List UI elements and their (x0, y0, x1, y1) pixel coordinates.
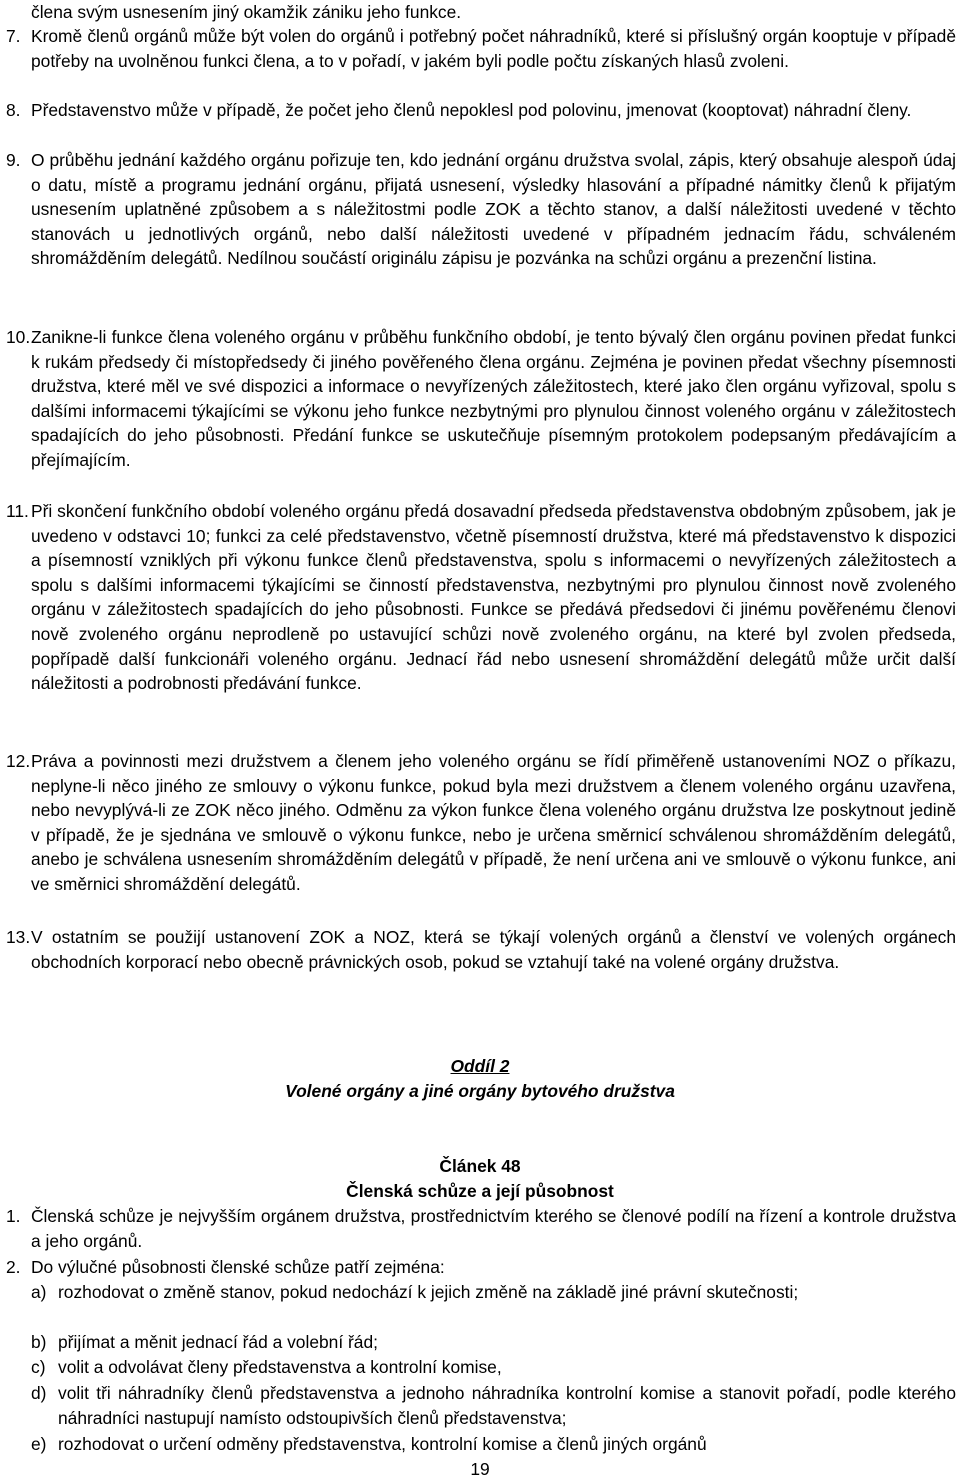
item-text: Do výlučné působnosti členské schůze patří zejména: (31, 1257, 445, 1277)
paragraph-9 (0, 148, 960, 271)
paragraph-text: Zanikne-li funkce člena voleného orgánu v průběhu funkčního období, je tento bývalý člen orgánu povinen předat funkci k rukám předsedy či místopředsedy či jiného pověřeného člena orgánu. Zejména je povinen předat všechny písemnosti družstva, které měl ve své dispozici a informace o nevyřízených záležitostech, které jako člen orgánu vyřizoval, spolu s dalšími informacemi týkajícími se výkonu jeho funkce nezbytnými pro plynulou činnost voleného orgánu v záležitostech spadajících do jeho působnosti. Předání funkce se uskutečňuje písemným protokolem podepsaným předávajícím a přejímajícím. (31, 327, 956, 470)
article-label: Článek 48 (439, 1156, 521, 1176)
paragraph-10 (0, 325, 960, 473)
subitem-a (0, 1280, 960, 1305)
subitem-c (0, 1355, 960, 1380)
subitem-b (0, 1330, 960, 1355)
item-text: Členská schůze je nejvyšším orgánem družstva, prostřednictvím kterého se členové podílí na řízení a kontrole družstva a jeho orgánů. (31, 1206, 956, 1251)
paragraph-number: 7. (6, 26, 21, 46)
subitem-text: rozhodovat o určení odměny představenstva, kontrolní komise a členů jiných orgánů (58, 1434, 707, 1454)
item-number: 2. (6, 1257, 21, 1277)
item-number: 1. (6, 1206, 21, 1226)
paragraph-text: Práva a povinnosti mezi družstvem a členem jeho voleného orgánu se řídí přiměřeně ustanoveními NOZ o příkazu, neplyne-li něco jiného ze smlouvy o výkonu funkce, pokud byla mezi družstvem a členem voleného orgánu uzavřena, nebo nevyplývá-li ze ZOK něco jiného. Odměnu za výkon funkce člena voleného orgánu družstva lze poskytnout jedině v případě, že je sjednána ve smlouvě o výkonu funkce, nebo je určena směrnicí schválenou shromážděním delegátů, anebo je schválena usnesením shromážděním delegátů v případě, že není určena ani ve smlouvě o výkonu funkce, ani ve směrnici shromáždění delegátů. (31, 751, 956, 894)
article-title: Členská schůze a její působnost (346, 1180, 614, 1201)
paragraph-11 (0, 499, 960, 696)
section-title: Volené orgány a jiné orgány bytového družstva (285, 1080, 675, 1101)
paragraph-text: člena svým usnesením jiný okamžik zániku jeho funkce. (31, 2, 462, 22)
paragraph-text: Představenstvo může v případě, že počet jeho členů nepoklesl pod polovinu, jmenovat (kooptovat) náhradní členy. (31, 100, 912, 120)
paragraph-number: 9. (6, 150, 21, 170)
paragraph-12 (0, 749, 960, 897)
article-heading (0, 1154, 960, 1203)
paragraph-number: 11. (6, 501, 29, 521)
paragraph-text: O průběhu jednání každého orgánu pořizuje ten, kdo jednání orgánu družstva svolal, zápis, který obsahuje alespoň údaj o datu, místě a programu jednání orgánu, přijatá usnesení, výsledky hlasování a případné námitky členů k přijatým usnesením uplatněné způsobem a s náležitostmi podle ZOK a těchto stanov, a další náležitosti uvedené v těchto stanovách u jednotlivých orgánů, nebo další náležitosti uvedené v případném jednacím řádu, schváleném shromážděním delegátů. Nedílnou součástí originálu zápisu je pozvánka na schůzi orgánu a prezenční listina. (31, 150, 956, 269)
page-number: 19 (470, 1459, 490, 1479)
paragraph-number: 10. (6, 327, 31, 347)
section-label: Oddíl 2 (450, 1056, 510, 1076)
subitem-text: volit a odvolávat členy představenstva a kontrolní komise, (58, 1357, 502, 1377)
subitem-d (0, 1381, 960, 1430)
paragraph-6-tail (0, 0, 960, 25)
paragraph-7 (0, 24, 960, 73)
subitem-letter: b) (31, 1332, 47, 1352)
subitem-e (0, 1432, 960, 1457)
subitem-letter: e) (31, 1434, 47, 1454)
paragraph-number: 13. (6, 927, 31, 947)
paragraph-8 (0, 98, 960, 123)
section-heading (0, 1054, 960, 1103)
paragraph-text: Kromě členů orgánů může být volen do orgánů i potřebný počet náhradníků, které si příslušný orgán kooptuje v případě potřeby na uvolněnou funkci člena, a to v pořadí, v jakém byli podle počtu získaných hlasů zvoleni. (31, 26, 956, 71)
subitem-letter: a) (31, 1282, 47, 1302)
paragraph-text: Při skončení funkčního období voleného orgánu předá dosavadní předseda představenstva obdobným způsobem, jak je uvedeno v odstavci 10; funkci za celé představenstvo, včetně písemností družstva, které má představenstvo k dispozici a písemností vzniklých při výkonu funkce členů představenstva, spolu s informacemi o nevyřízených záležitostech a spolu s dalšími informacemi týkajícími se činností představenstva, nezbytnými pro plynulou činnost nově zvoleného orgánu v záležitostech spadajících do jeho působnosti. Funkce se předává předsedovi či jinému pověřenému členovi nově zvoleného orgánu neprodleně po ustavující schůzi nově zvoleného orgánu, na které byl zvolen předseda, popřípadě další funkcionáři voleného orgánu. Jednací řád nebo usnesení shromáždění delegátů může určit další náležitosti a podrobnosti předávání funkce. (31, 501, 956, 694)
paragraph-number: 12. (6, 751, 31, 771)
article-item-1 (0, 1204, 960, 1253)
subitem-text: rozhodovat o změně stanov, pokud nedochází k jejich změně na základě jiné právní skutečnosti; (58, 1282, 799, 1302)
paragraph-number: 8. (6, 100, 21, 120)
subitem-text: přijímat a měnit jednací řád a volební řád; (58, 1332, 378, 1352)
subitem-letter: c) (31, 1357, 46, 1377)
article-item-2 (0, 1255, 960, 1280)
paragraph-13 (0, 925, 960, 974)
subitem-text: volit tři náhradníky členů představenstva a jednoho náhradníka kontrolní komise a stanovit pořadí, podle kterého náhradníci nastupují namísto odstoupivších členů představenstva; (58, 1383, 956, 1428)
subitem-letter: d) (31, 1383, 47, 1403)
paragraph-text: V ostatním se použijí ustanovení ZOK a NOZ, která se týkají volených orgánů a členství ve volených orgánech obchodních korporací nebo obecně právnických osob, pokud se vztahují také na volené orgány družstva. (31, 927, 956, 972)
